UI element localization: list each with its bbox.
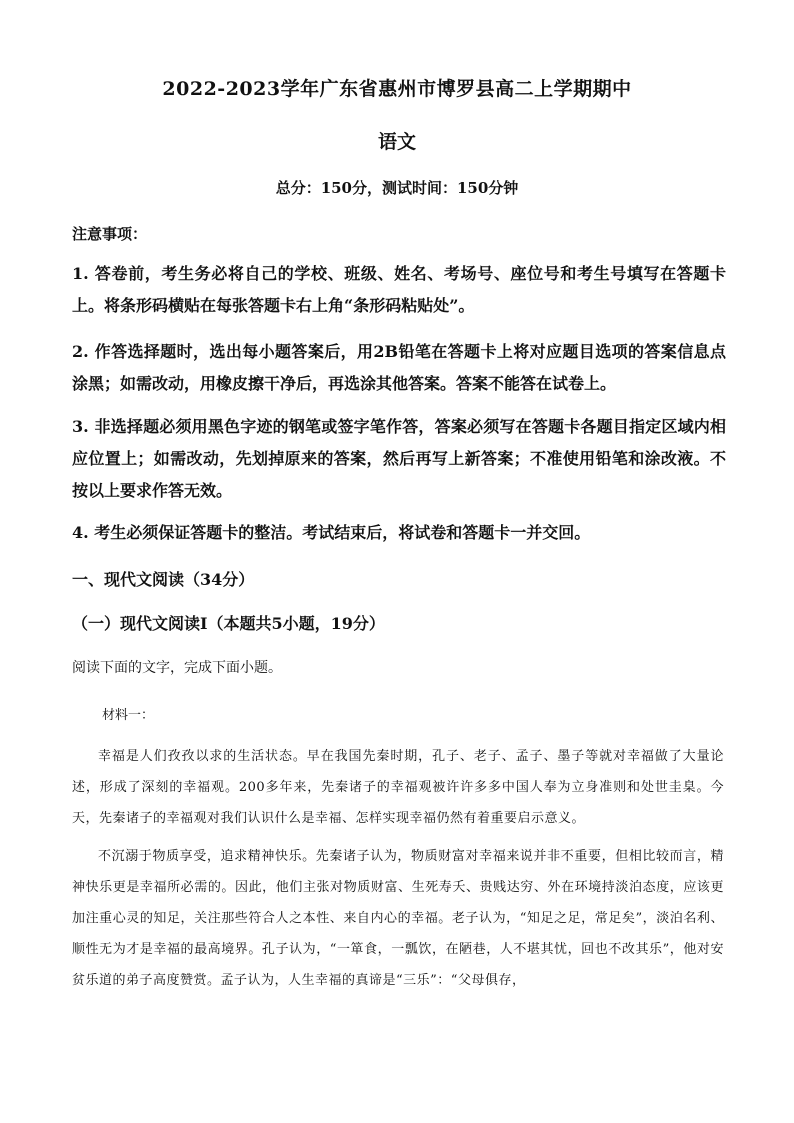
passage-paragraph: 幸福是人们孜孜以求的生活状态。早在我国先秦时期，孔子、老子、孟子、墨子等就对幸福做了大量论述，形成了深刻的幸福观。200多年来，先秦诸子的幸福观被许许多多中国人奉为立身准则和处世圭臬。今天，先秦诸子的幸福观对我们认识什么是幸福、怎样实现幸福仍然有着重要启示意义。: [72, 749, 724, 826]
reading-instruction: 阅读下面的文字，完成下面小题。: [72, 660, 282, 676]
instruction-item: 3. 非选择题必须用黑色字迹的钢笔或签字笔作答，答案必须写在答题卡各题目指定区域内相应位置上；如需改动，先划掉原来的答案，然后再写上新答案；不准使用铅笔和涂改液。不按以上要求作答无效。: [72, 417, 726, 500]
instruction-item: 1. 答卷前，考生务必将自己的学校、班级、姓名、考场号、座位号和考生号填写在答题卡上。将条形码横贴在每张答题卡右上角“条形码粘贴处”。: [72, 264, 726, 315]
instruction-item: 2. 作答选择题时，选出每小题答案后，用2B铅笔在答题卡上将对应题目选项的答案信息点涂黑；如需改动，用橡皮擦干净后，再选涂其他答案。答案不能答在试卷上。: [72, 342, 726, 393]
material-label: 材料一：: [102, 708, 155, 723]
exam-score-time: 总分：150分，测试时间：150分钟: [275, 179, 519, 197]
instruction-item: 4. 考生必须保证答题卡的整洁。考试结束后，将试卷和答题卡一并交回。: [72, 523, 591, 542]
exam-title: 2022-2023学年广东省惠州市博罗县高二上学期期中: [162, 78, 632, 100]
notice-heading: 注意事项：: [72, 225, 148, 243]
subsection-heading: （一）现代文阅读Ⅰ（本题共5小题，19分）: [72, 614, 385, 633]
section-heading: 一、现代文阅读（34分）: [72, 570, 255, 589]
passage-paragraph: 不沉溺于物质享受，追求精神快乐。先秦诸子认为，物质财富对幸福来说并非不重要，但相比较而言，精神快乐更是幸福所必需的。因此，他们主张对物质财富、生死寿夭、贵贱达穷、外在环境持淡泊态度，应该更加注重心灵的知足，关注那些符合人之本性、来自内心的幸福。老子认为，“知足之足，常足矣”，淡泊名利、顺性无为才是幸福的最高境界。孔子认为，“一箪食，一瓢饮，在陋巷，人不堪其忧，回也不改其乐”，他对安贫乐道的弟子高度赞赏。孟子认为，人生幸福的真谛是“三乐”：“父母俱存，: [72, 849, 724, 988]
exam-subject: 语文: [377, 131, 416, 153]
